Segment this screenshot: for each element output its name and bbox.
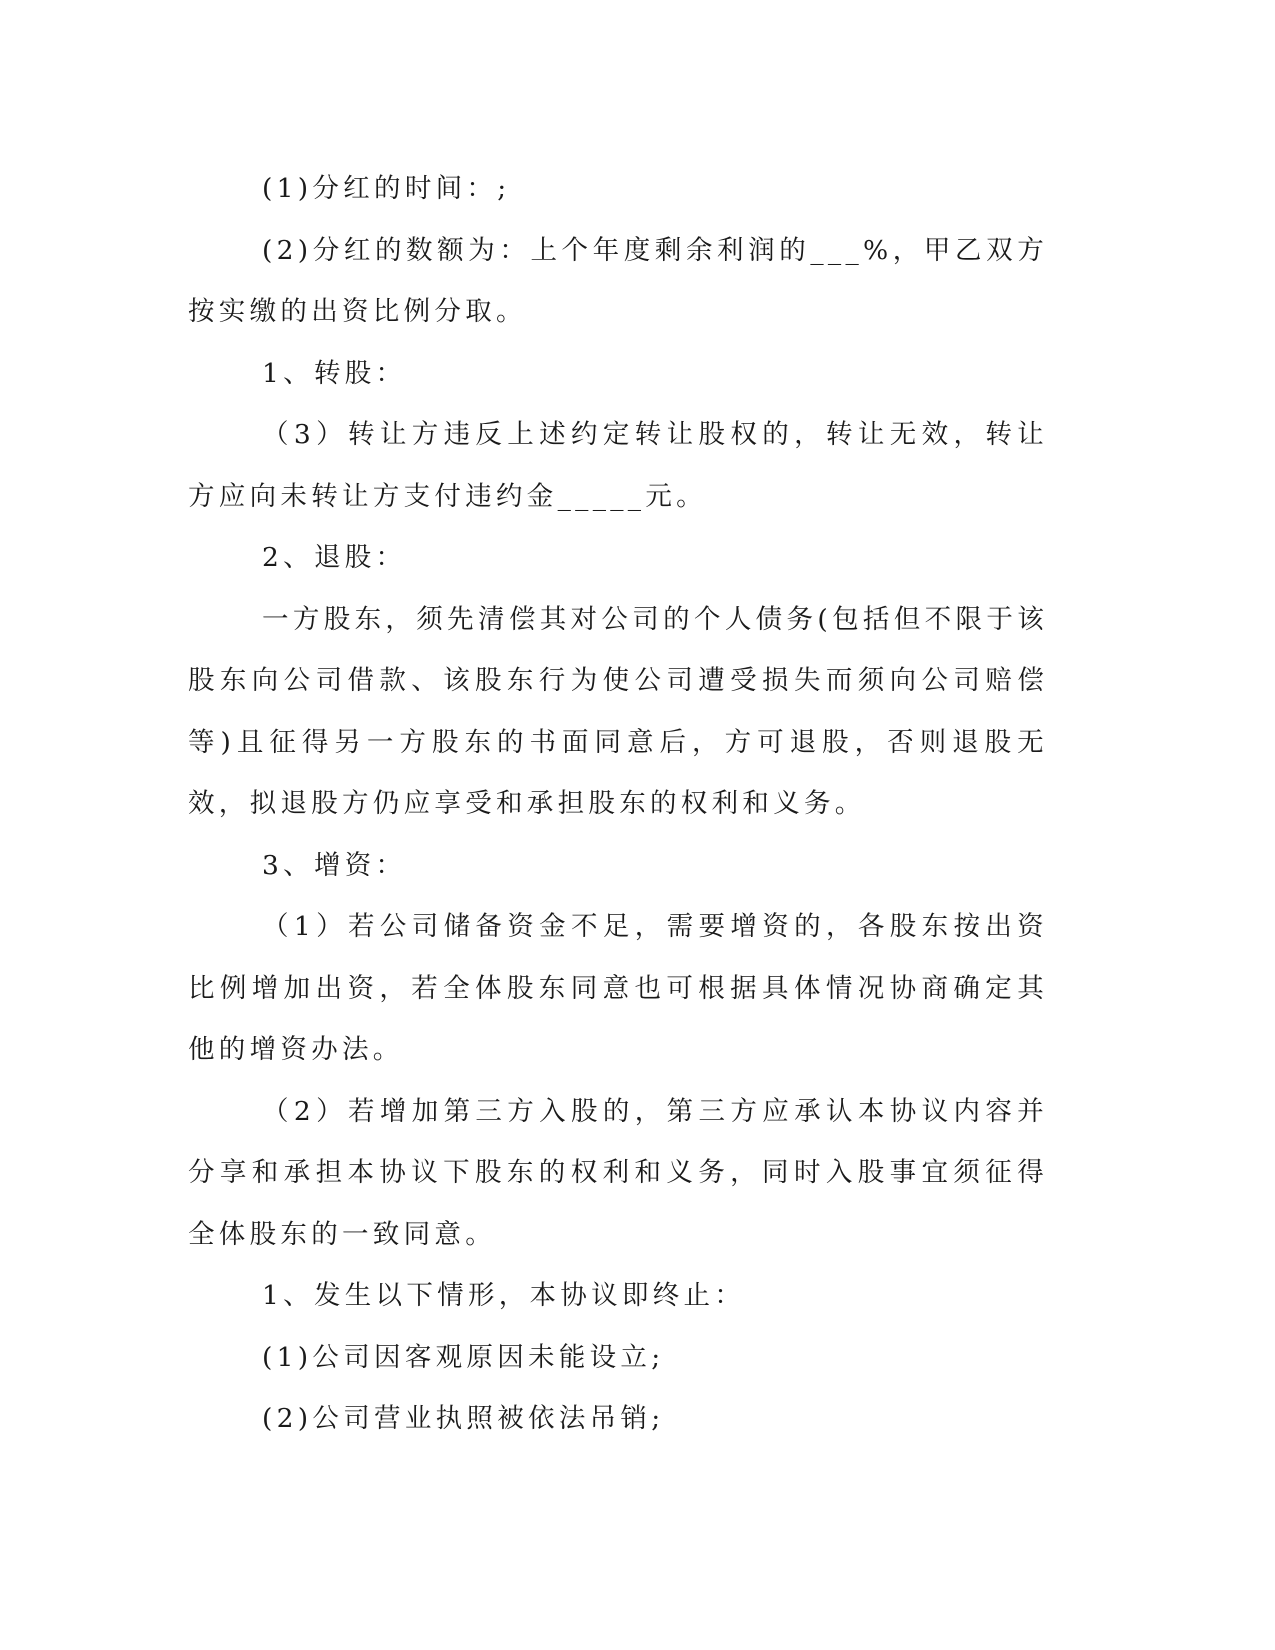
paragraph-withdrawal-terms: 一方股东，须先清偿其对公司的个人债务(包括但不限于该股东向公司借款、该股东行为使公司遭受损失而须向公司赔偿等)且征得另一方股东的书面同意后，方可退股，否则退股无效，拟退股方仍应享受和承担股东的权利和义务。 (188, 603, 1048, 819)
heading-withdrawal: 2、退股： (262, 542, 407, 573)
paragraph-termination-2: (2)公司营业执照被依法吊销; (262, 1403, 665, 1434)
document-body (188, 158, 1048, 1450)
paragraph-dividend-time: (1)分红的时间：; (262, 173, 511, 204)
paragraph-dividend-amount: (2)分红的数额为：上个年度剩余利润的___%，甲乙双方按实缴的出资比例分取。 (188, 234, 1048, 327)
paragraph-transfer-breach: （3）转让方违反上述约定转让股权的，转让无效，转让方应向未转让方支付违约金_____元。 (188, 419, 1048, 512)
heading-capital-increase: 3、增资： (262, 849, 407, 881)
heading-share-transfer: 1、转股： (262, 357, 407, 389)
paragraph-termination-1: (1)公司因客观原因未能设立; (262, 1341, 665, 1373)
heading-termination: 1、发生以下情形，本协议即终止： (262, 1280, 746, 1311)
paragraph-capital-increase-1: （1）若公司储备资金不足，需要增资的，各股东按出资比例增加出资，若全体股东同意也可根据具体情况协商确定其他的增资办法。 (188, 911, 1048, 1065)
paragraph-capital-increase-2: （2）若增加第三方入股的，第三方应承认本协议内容并分享和承担本协议下股东的权利和义务，同时入股事宜须征得全体股东的一致同意。 (188, 1095, 1048, 1250)
